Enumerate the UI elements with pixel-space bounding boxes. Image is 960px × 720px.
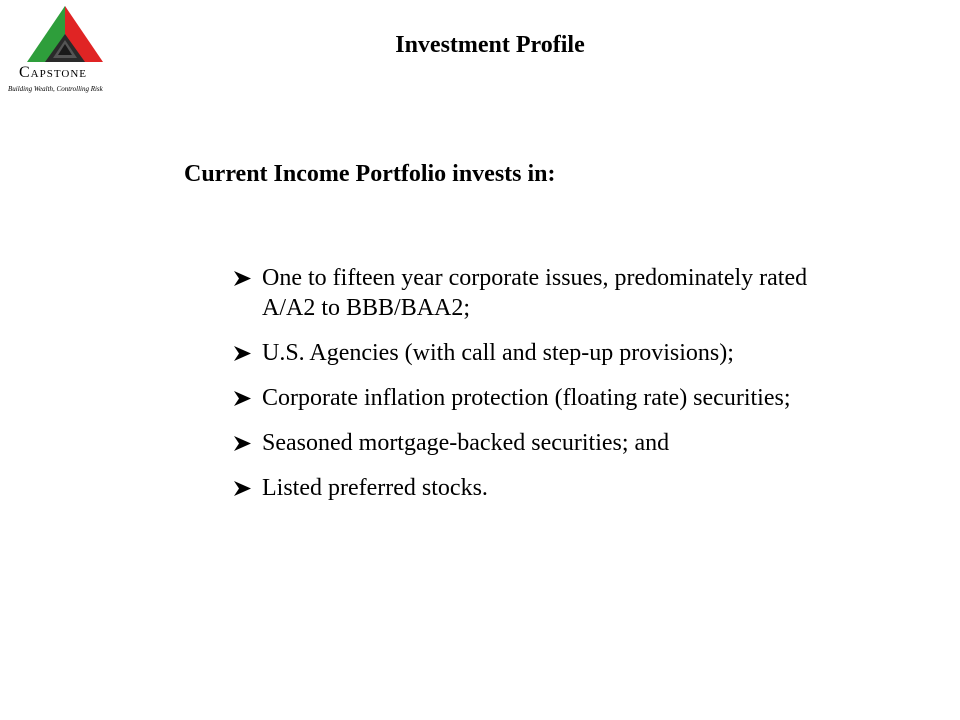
list-item [234,263,854,323]
investment-list [234,263,854,518]
arrowhead-bullet-icon [234,271,251,286]
page-title: Investment Profile [395,32,585,58]
list-item-text: U.S. Agencies (with call and step-up provisions); [262,340,734,366]
list-item-text: Corporate inflation protection (floating rate) securities; [262,385,791,411]
capstone-triangle-icon [25,4,105,64]
arrowhead-bullet-icon [234,481,251,496]
list-item-text: Seasoned mortgage-backed securities; and [262,430,670,456]
logo-tagline: Building Wealth, Controlling Risk [8,85,103,93]
logo-name: Capstone [19,64,87,81]
arrowhead-bullet-icon [234,346,251,361]
list-item [234,473,854,503]
list-item-text: Listed preferred stocks. [262,475,488,501]
arrowhead-bullet-icon [234,436,251,451]
list-item [234,338,854,368]
list-item [234,383,854,413]
arrowhead-bullet-icon [234,391,251,406]
capstone-logo [6,4,122,96]
section-subtitle: Current Income Portfolio invests in: [184,161,556,187]
list-item-text: One to fifteen year corporate issues, predominately rated A/A2 to BBB/BAA2; [262,265,808,321]
list-item [234,428,854,458]
